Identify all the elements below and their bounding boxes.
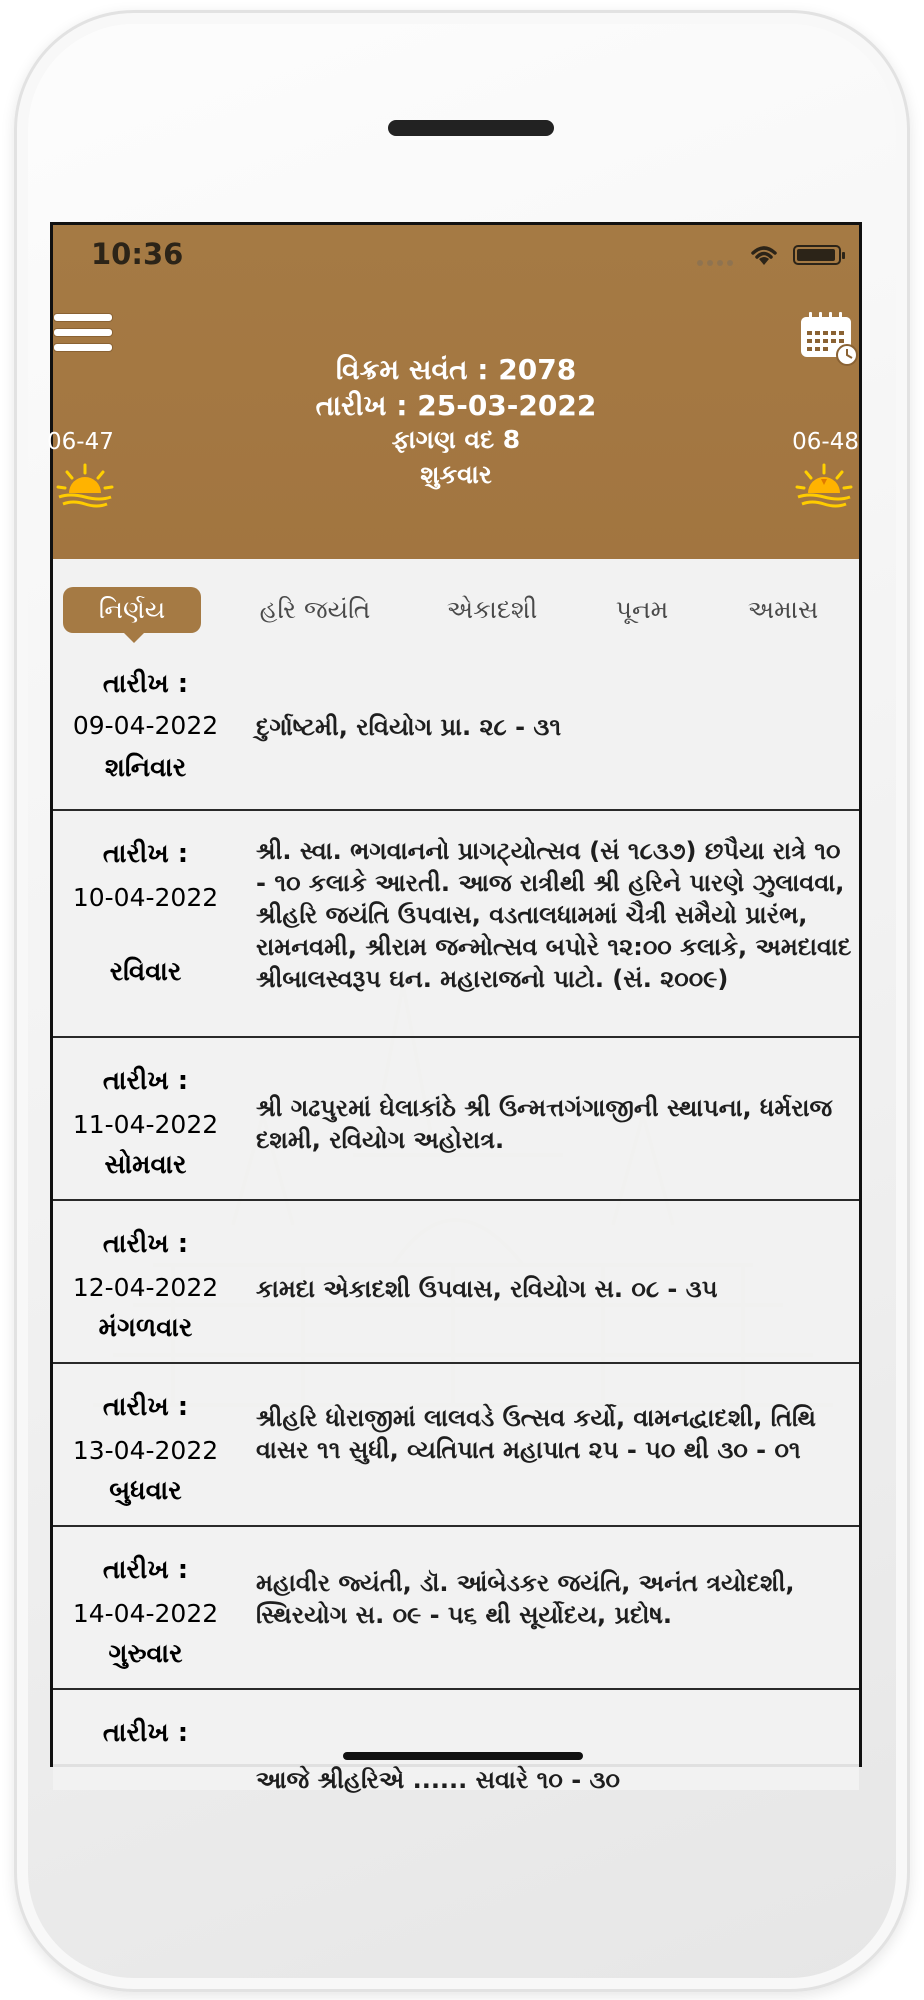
date-value: 11-04-2022: [72, 1110, 219, 1139]
tab-ekadashi[interactable]: એકાદશી: [446, 595, 538, 624]
event-text: આજે શ્રીહરિએ ...... સવારે ૧૦ - ૩૦: [256, 1766, 620, 1794]
sunrise-icon: [55, 463, 115, 513]
date-value: 12-04-2022: [72, 1273, 219, 1302]
app-screen: [47, 222, 862, 1794]
list-item[interactable]: [53, 1690, 859, 1794]
list-item[interactable]: [53, 1527, 859, 1690]
status-time: 10:36: [91, 237, 184, 271]
event-text: શ્રીહરિ ધોરાજીમાં લાલવડે ઉત્સવ કર્યો, વામનદ્વાદશી, તિથિ વાસર ૧૧ સુધી, વ્યતિપાત મહાપાત ૨૫ - ૫૦ થી ૩૦ - ૦૧: [256, 1404, 816, 1464]
date-value: 09-04-2022: [72, 711, 219, 740]
list-item[interactable]: [53, 1201, 859, 1364]
date-label: તારીખ :: [102, 1718, 189, 1748]
battery-icon: [793, 245, 841, 265]
active-tab-pointer: [123, 632, 145, 643]
tab-nirnay[interactable]: નિર્ણય: [63, 587, 201, 633]
tab-hari-jayanti[interactable]: હરિ જયંતિ: [259, 595, 371, 624]
date-label: તારીખ :: [102, 1555, 189, 1585]
event-text: દુર્ગાષ્ટમી, રવિયોગ પ્રા. ૨૮ - ૩૧: [256, 713, 562, 741]
date-label: તારીખ :: [102, 1066, 189, 1096]
list-item[interactable]: [53, 649, 859, 811]
date-value: 13-04-2022: [72, 1436, 219, 1465]
tithi: ફાગણ વદ 8: [391, 425, 521, 454]
date-day: શનિવાર: [104, 753, 187, 783]
tab-amas[interactable]: અમાસ: [747, 595, 819, 624]
sunset-time: 06-48: [792, 429, 859, 455]
wifi-icon: [747, 241, 781, 267]
date-day: ગુરુવાર: [108, 1639, 183, 1669]
tab-poonam[interactable]: પૂનમ: [615, 595, 669, 624]
date-day: સોમવાર: [104, 1150, 187, 1180]
app-header: [47, 225, 859, 559]
date-label: તારીખ :: [102, 1229, 189, 1259]
tab-bar: [53, 559, 859, 649]
vikram-samvat: વિક્રમ સવંત : 2078: [335, 353, 577, 386]
home-indicator[interactable]: [343, 1752, 583, 1760]
event-text: શ્રી. સ્વા. ભગવાનનો પ્રાગટ્યોત્સવ (સં ૧૮૩૭) છપૈયા રાત્રે ૧૦ - ૧૦ કલાકે આરતી. આજ રાત્રીથી શ્રી હરિને પારણે ઝુલાવવા, શ્રીહરિ જયંતિ ઉપવાસ, વડતાલધામમાં ચૈત્રી સમૈયો પ્રારંભ, રામનવમી, શ્રીરામ જન્મોત્સવ બપોરે ૧૨:૦૦ કલાકે, અમદાવાદ શ્રીબાલસ્વરૂપ ઘન. મહારાજનો પાટો. (સં. ૨૦૦૯): [256, 837, 852, 993]
date-day: બુધવાર: [109, 1476, 182, 1506]
sunset-icon: [791, 463, 857, 513]
phone-speaker: [388, 120, 554, 136]
current-date: તારીખ : 25-03-2022: [315, 389, 597, 422]
event-text: મહાવીર જ્યંતી, ડૉ. આંબેડકર જયંતિ, અનંત ત્રયોદશી, સ્થિરયોગ સ. ૦૯ - ૫૬ થી સૂર્યોદય, પ્રદોષ.: [256, 1569, 795, 1629]
list-item[interactable]: [53, 1364, 859, 1527]
event-list: [53, 649, 859, 1794]
date-value: 14-04-2022: [72, 1599, 219, 1628]
date-label: તારીખ :: [102, 669, 189, 699]
date-day: રવિવાર: [109, 957, 182, 987]
signal-dots-icon: [697, 251, 737, 270]
date-label: તારીખ :: [102, 1392, 189, 1422]
date-day: મંગળવાર: [98, 1313, 193, 1343]
date-label: તારીખ :: [102, 839, 189, 869]
list-item[interactable]: [53, 811, 859, 1038]
event-text: કામદા એકાદશી ઉપવાસ, રવિયોગ સ. ૦૮ - ૩૫: [256, 1275, 718, 1303]
list-item[interactable]: [53, 1038, 859, 1201]
sunrise-time: 06-47: [47, 429, 114, 455]
date-value: 10-04-2022: [72, 883, 219, 912]
event-text: શ્રી ગઢપુરમાં ઘેલાકાંઠે શ્રી ઉન્મત્તગંગાજીની સ્થાપના, ધર્મરાજ દશમી, રવિયોગ અહોરાત્ર.: [256, 1094, 833, 1154]
weekday: શુકવાર: [420, 460, 492, 489]
